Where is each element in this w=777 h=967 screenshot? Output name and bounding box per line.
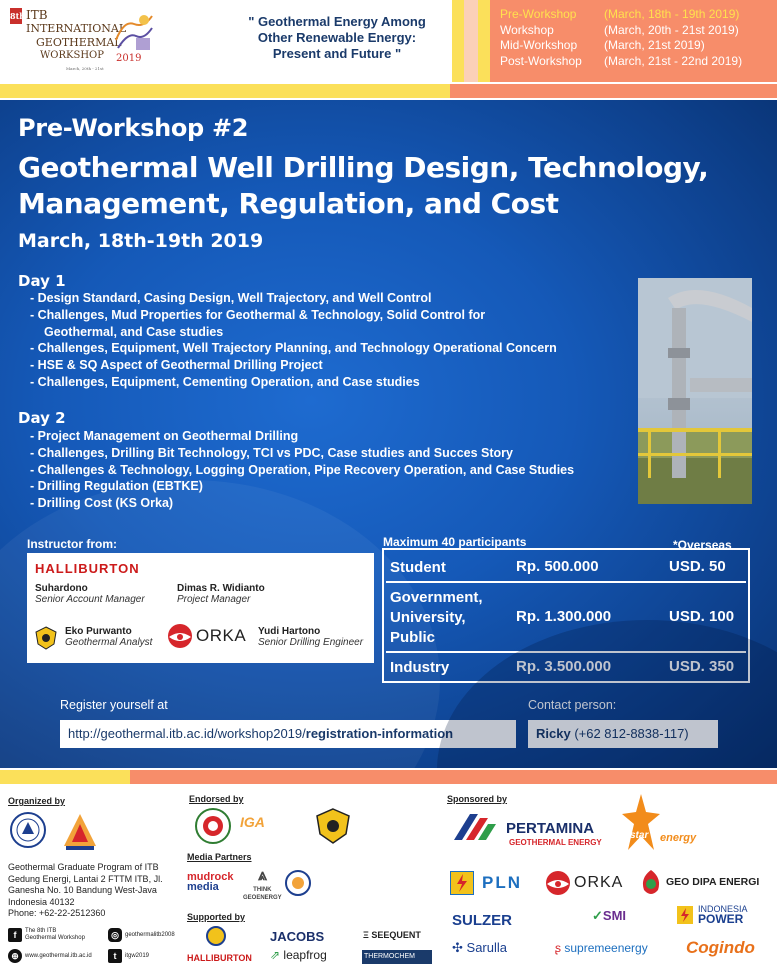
smi-logo bbox=[592, 908, 626, 924]
iga-logo: IGA bbox=[240, 814, 265, 830]
day2-title: Day 2 bbox=[18, 409, 66, 427]
contact-label: Contact person: bbox=[528, 698, 617, 712]
schedule-row bbox=[500, 23, 777, 39]
supported-by-heading: Supported by bbox=[187, 912, 245, 922]
logo-dates: March, 20th - 21st bbox=[66, 66, 104, 71]
globe-icon: ⊕ bbox=[8, 949, 22, 963]
sarulla-logo bbox=[452, 940, 507, 956]
leapfrog-icon: ⇗ bbox=[270, 948, 281, 962]
price-overseas: USD. 350 bbox=[669, 658, 735, 675]
instructor-role: Project Manager bbox=[177, 594, 251, 605]
logo-line2: INTERNATIONAL bbox=[26, 22, 127, 35]
schedule-label: Pre-Workshop bbox=[500, 7, 577, 21]
instructor bbox=[177, 583, 265, 605]
supporter-seal-icon bbox=[206, 926, 226, 946]
instagram-icon: ◎ bbox=[108, 928, 122, 942]
star-energy-mark-icon bbox=[620, 792, 662, 854]
address-line: Indonesia 40132 bbox=[8, 896, 75, 907]
cogindo-logo: Cogindo bbox=[686, 938, 755, 957]
indonesia-power-logo bbox=[698, 904, 748, 924]
power-word: POWER bbox=[698, 912, 744, 926]
tagline-line3: Present and Future " bbox=[272, 46, 402, 61]
price-category: Government, University, Public bbox=[390, 589, 483, 646]
endorsed-by-heading: Endorsed by bbox=[189, 794, 244, 804]
supreme-energy-logo bbox=[555, 941, 648, 955]
leapfrog-logo bbox=[270, 948, 327, 962]
geo-dipa-mark-icon bbox=[638, 868, 664, 898]
geothermal-wellhead-photo bbox=[638, 278, 752, 504]
seequent-icon: Ξ bbox=[363, 930, 369, 940]
indonesia-power-mark-icon bbox=[677, 906, 693, 924]
instructor-name: Yudi Hartono bbox=[258, 626, 321, 637]
price-overseas: USD. 50 bbox=[669, 558, 726, 575]
instructor-name: Dimas R. Widianto bbox=[177, 583, 265, 594]
topic-item: - Challenges, Drilling Bit Technology, TCI vs PDC, Case studies and Succes Story bbox=[30, 445, 513, 460]
header bbox=[0, 0, 777, 82]
contact-person-box bbox=[528, 720, 718, 748]
media-word: media bbox=[187, 881, 219, 893]
supreme-energy-icon: ʂ bbox=[555, 941, 561, 955]
schedule-label: Mid-Workshop bbox=[500, 38, 578, 52]
organized-by-heading: Organized by bbox=[8, 796, 66, 806]
header-stripe-peach bbox=[464, 0, 478, 82]
facebook-link[interactable] bbox=[8, 928, 85, 942]
workshop-logo bbox=[10, 6, 150, 72]
geo-dipa-logo: GEO DIPA ENERGI bbox=[666, 876, 760, 888]
logo-number: 8th bbox=[10, 8, 22, 24]
website-link[interactable] bbox=[8, 949, 92, 963]
address-line: Geothermal Graduate Program of ITB bbox=[8, 862, 159, 872]
wellhead-image-icon bbox=[638, 278, 752, 504]
organizer-address bbox=[8, 862, 188, 920]
logo-artwork-icon bbox=[114, 10, 154, 54]
logo-line1: ITB bbox=[26, 8, 48, 22]
header-stripe-yellow2 bbox=[478, 0, 490, 82]
tagline-line2: Other Renewable Energy: bbox=[257, 30, 417, 45]
schedule-label: Post-Workshop bbox=[500, 53, 582, 68]
topic-item: - Project Management on Geothermal Drilling bbox=[30, 429, 299, 443]
orka-footer-logo: ORKA bbox=[574, 874, 624, 891]
sarulla-word: Sarulla bbox=[466, 940, 507, 955]
address-line: Gedung Energi, Lantai 2 FTTM ITB, Jl. bbox=[8, 873, 163, 884]
topic-item: - Design Standard, Casing Design, Well Trajectory, and Well Control bbox=[30, 291, 432, 305]
star-energy-logo: energy bbox=[660, 832, 697, 844]
pertamina-logo: PERTAMINA bbox=[506, 820, 595, 837]
tagline bbox=[222, 14, 452, 62]
geothermal-itb-logo-icon bbox=[60, 808, 100, 852]
pln-mark-icon bbox=[450, 871, 474, 895]
topic-item: - Challenges, Mud Properties for Geothermal & Technology, Solid Control for bbox=[30, 307, 486, 322]
sponsored-by-heading: Sponsored by bbox=[447, 794, 508, 804]
address-line: Ganesha No. 10 Bandung West-Java bbox=[8, 885, 157, 895]
smi-word: SMI bbox=[602, 908, 627, 923]
schedule-date: (March, 21st - 22nd 2019) bbox=[604, 53, 743, 68]
star-word: star bbox=[630, 830, 649, 841]
address-line: Phone: +62-22-2512360 bbox=[8, 908, 106, 918]
halliburton-footer-logo: HALLIBURTON bbox=[187, 953, 252, 963]
price-category: Student bbox=[390, 559, 446, 576]
media-partner-seal-icon bbox=[285, 870, 311, 896]
day2-topics bbox=[30, 428, 574, 512]
esdm-ministry-logo-icon bbox=[195, 808, 231, 844]
instructor bbox=[65, 626, 152, 648]
schedule-date: (March, 20th - 21st 2019) bbox=[604, 22, 739, 37]
twitter-label: itgw2019 bbox=[125, 952, 150, 959]
header-stripe-yellow bbox=[452, 0, 464, 82]
price-local: Rp. 1.300.000 bbox=[516, 608, 612, 625]
seequent-word: SEEQUENT bbox=[371, 930, 421, 940]
schedule-row bbox=[500, 7, 777, 23]
leapfrog-word: leapfrog bbox=[283, 948, 327, 962]
twitter-icon: t bbox=[108, 949, 122, 963]
band-coral bbox=[450, 84, 777, 98]
registration-link[interactable] bbox=[60, 720, 516, 748]
day1-topics bbox=[30, 290, 557, 391]
thermochem-logo: THERMOCHEM bbox=[362, 950, 432, 964]
pre-workshop-title: Pre-Workshop #2 bbox=[18, 114, 249, 142]
page-title bbox=[18, 150, 777, 222]
facebook-icon: f bbox=[8, 928, 22, 942]
price-divider bbox=[386, 651, 746, 653]
schedule-row bbox=[500, 54, 777, 70]
topic-item: - Drilling Cost (KS Orka) bbox=[30, 496, 174, 511]
instagram-link[interactable] bbox=[108, 928, 175, 942]
overseas-note: *Overseas bbox=[673, 538, 732, 552]
orka-logo bbox=[167, 623, 246, 649]
website-label: www.geothermal.itb.ac.id bbox=[25, 952, 92, 959]
topic-item: - Drilling Regulation (EBTKE) bbox=[30, 479, 203, 494]
instructor-role: Senior Account Manager bbox=[35, 594, 145, 605]
supreme-energy-word: supremeenergy bbox=[564, 941, 648, 955]
event-date: March, 18th-19th 2019 bbox=[18, 230, 264, 252]
contact-phone: (+62 812-8838-117) bbox=[570, 726, 689, 741]
instructor-name: Suhardono bbox=[35, 583, 88, 594]
mudrock-media-logo bbox=[187, 872, 233, 892]
sulzer-logo: SULZER bbox=[452, 912, 512, 929]
pertamina-mark-icon bbox=[452, 810, 498, 846]
price-local: Rp. 3.500.000 bbox=[516, 658, 612, 675]
schedule-date: (March, 18th - 19th 2019) bbox=[604, 7, 740, 21]
price-table bbox=[382, 548, 750, 683]
facebook-label: The 8th ITB Geothermal Workshop bbox=[25, 928, 85, 941]
max-participants: Maximum 40 participants bbox=[383, 535, 527, 549]
footer-band-yellow bbox=[0, 770, 130, 784]
price-category: Industry bbox=[390, 659, 450, 676]
pertamina-subtitle: GEOTHERMAL ENERGY bbox=[509, 838, 602, 847]
pln-logo: PLN bbox=[482, 873, 522, 892]
orka-circle-icon bbox=[167, 623, 193, 649]
title-line1: Geothermal Well Drilling Design, Technology, bbox=[18, 151, 709, 184]
tagline-line1: " Geothermal Energy Among bbox=[248, 14, 426, 29]
logo-line3: GEOTHERMAL bbox=[36, 36, 122, 49]
seequent-logo bbox=[363, 930, 421, 940]
media-partners-heading: Media Partners bbox=[187, 852, 252, 862]
halliburton-logo: HALLIBURTON bbox=[35, 561, 140, 576]
think-geoenergy-logo bbox=[243, 866, 282, 902]
mudrock-word: mudrock bbox=[187, 871, 234, 883]
twitter-link[interactable] bbox=[108, 949, 149, 963]
registration-url-page[interactable]: registration-information bbox=[305, 726, 454, 741]
think-word: THINK bbox=[253, 887, 272, 893]
instructor-label: Instructor from: bbox=[27, 537, 117, 551]
itb-logo-icon bbox=[10, 812, 46, 848]
schedule-row bbox=[500, 38, 777, 54]
topic-item: Geothermal, and Case studies bbox=[44, 324, 224, 339]
geoenergy-word: GEOENERGY bbox=[243, 895, 282, 901]
instructor-role: Senior Drilling Engineer bbox=[258, 637, 364, 648]
logo-year: 2019 bbox=[116, 53, 142, 64]
schedule-date: (March, 21st 2019) bbox=[604, 38, 705, 52]
instructor bbox=[258, 626, 363, 648]
instructor-card bbox=[27, 553, 374, 663]
price-divider bbox=[386, 581, 746, 583]
title-line2: Management, Regulation, and Cost bbox=[18, 187, 559, 220]
main-panel bbox=[0, 100, 777, 768]
instructor-role: Geothermal Analyst bbox=[65, 637, 153, 648]
schedule-panel bbox=[490, 0, 777, 82]
instructor-name: Eko Purwanto bbox=[65, 626, 132, 637]
topic-item: - Challenges & Technology, Logging Operation, Pipe Recovery Operation, and Case Studies bbox=[30, 462, 575, 477]
jacobs-logo: JACOBS bbox=[270, 929, 325, 944]
smi-icon: ✓ bbox=[592, 908, 603, 923]
day1-title: Day 1 bbox=[18, 272, 66, 290]
footer-band-coral bbox=[130, 770, 777, 784]
orka-wordmark: ORKA bbox=[196, 626, 247, 645]
contact-name: Ricky bbox=[536, 726, 571, 741]
esdm-emblem-icon bbox=[35, 626, 57, 650]
register-label: Register yourself at bbox=[60, 698, 168, 712]
topic-item: - Challenges, Equipment, Well Trajectory Planning, and Technology Operational Concern bbox=[30, 341, 557, 356]
energy-emblem-icon bbox=[316, 808, 350, 844]
price-overseas: USD. 100 bbox=[669, 608, 735, 625]
sarulla-icon: ✣ bbox=[452, 940, 463, 955]
indonesia-word: INDONESIA bbox=[698, 904, 748, 914]
instagram-label: geothermalitb2008 bbox=[125, 931, 175, 938]
topic-item: - HSE & SQ Aspect of Geothermal Drilling Project bbox=[30, 358, 323, 373]
price-local: Rp. 500.000 bbox=[516, 558, 599, 575]
footer bbox=[0, 786, 777, 967]
orka-footer-mark-icon bbox=[545, 870, 571, 896]
schedule-label: Workshop bbox=[500, 22, 554, 37]
registration-url-base[interactable]: http://geothermal.itb.ac.id/workshop2019/ bbox=[68, 726, 306, 741]
instructor bbox=[35, 583, 145, 605]
think-geoenergy-icon: ⩓ bbox=[257, 867, 267, 884]
band-yellow bbox=[0, 84, 450, 98]
topic-item: - Challenges, Equipment, Cementing Operation, and Case studies bbox=[30, 374, 420, 389]
logo-line4: WORKSHOP bbox=[40, 50, 104, 61]
